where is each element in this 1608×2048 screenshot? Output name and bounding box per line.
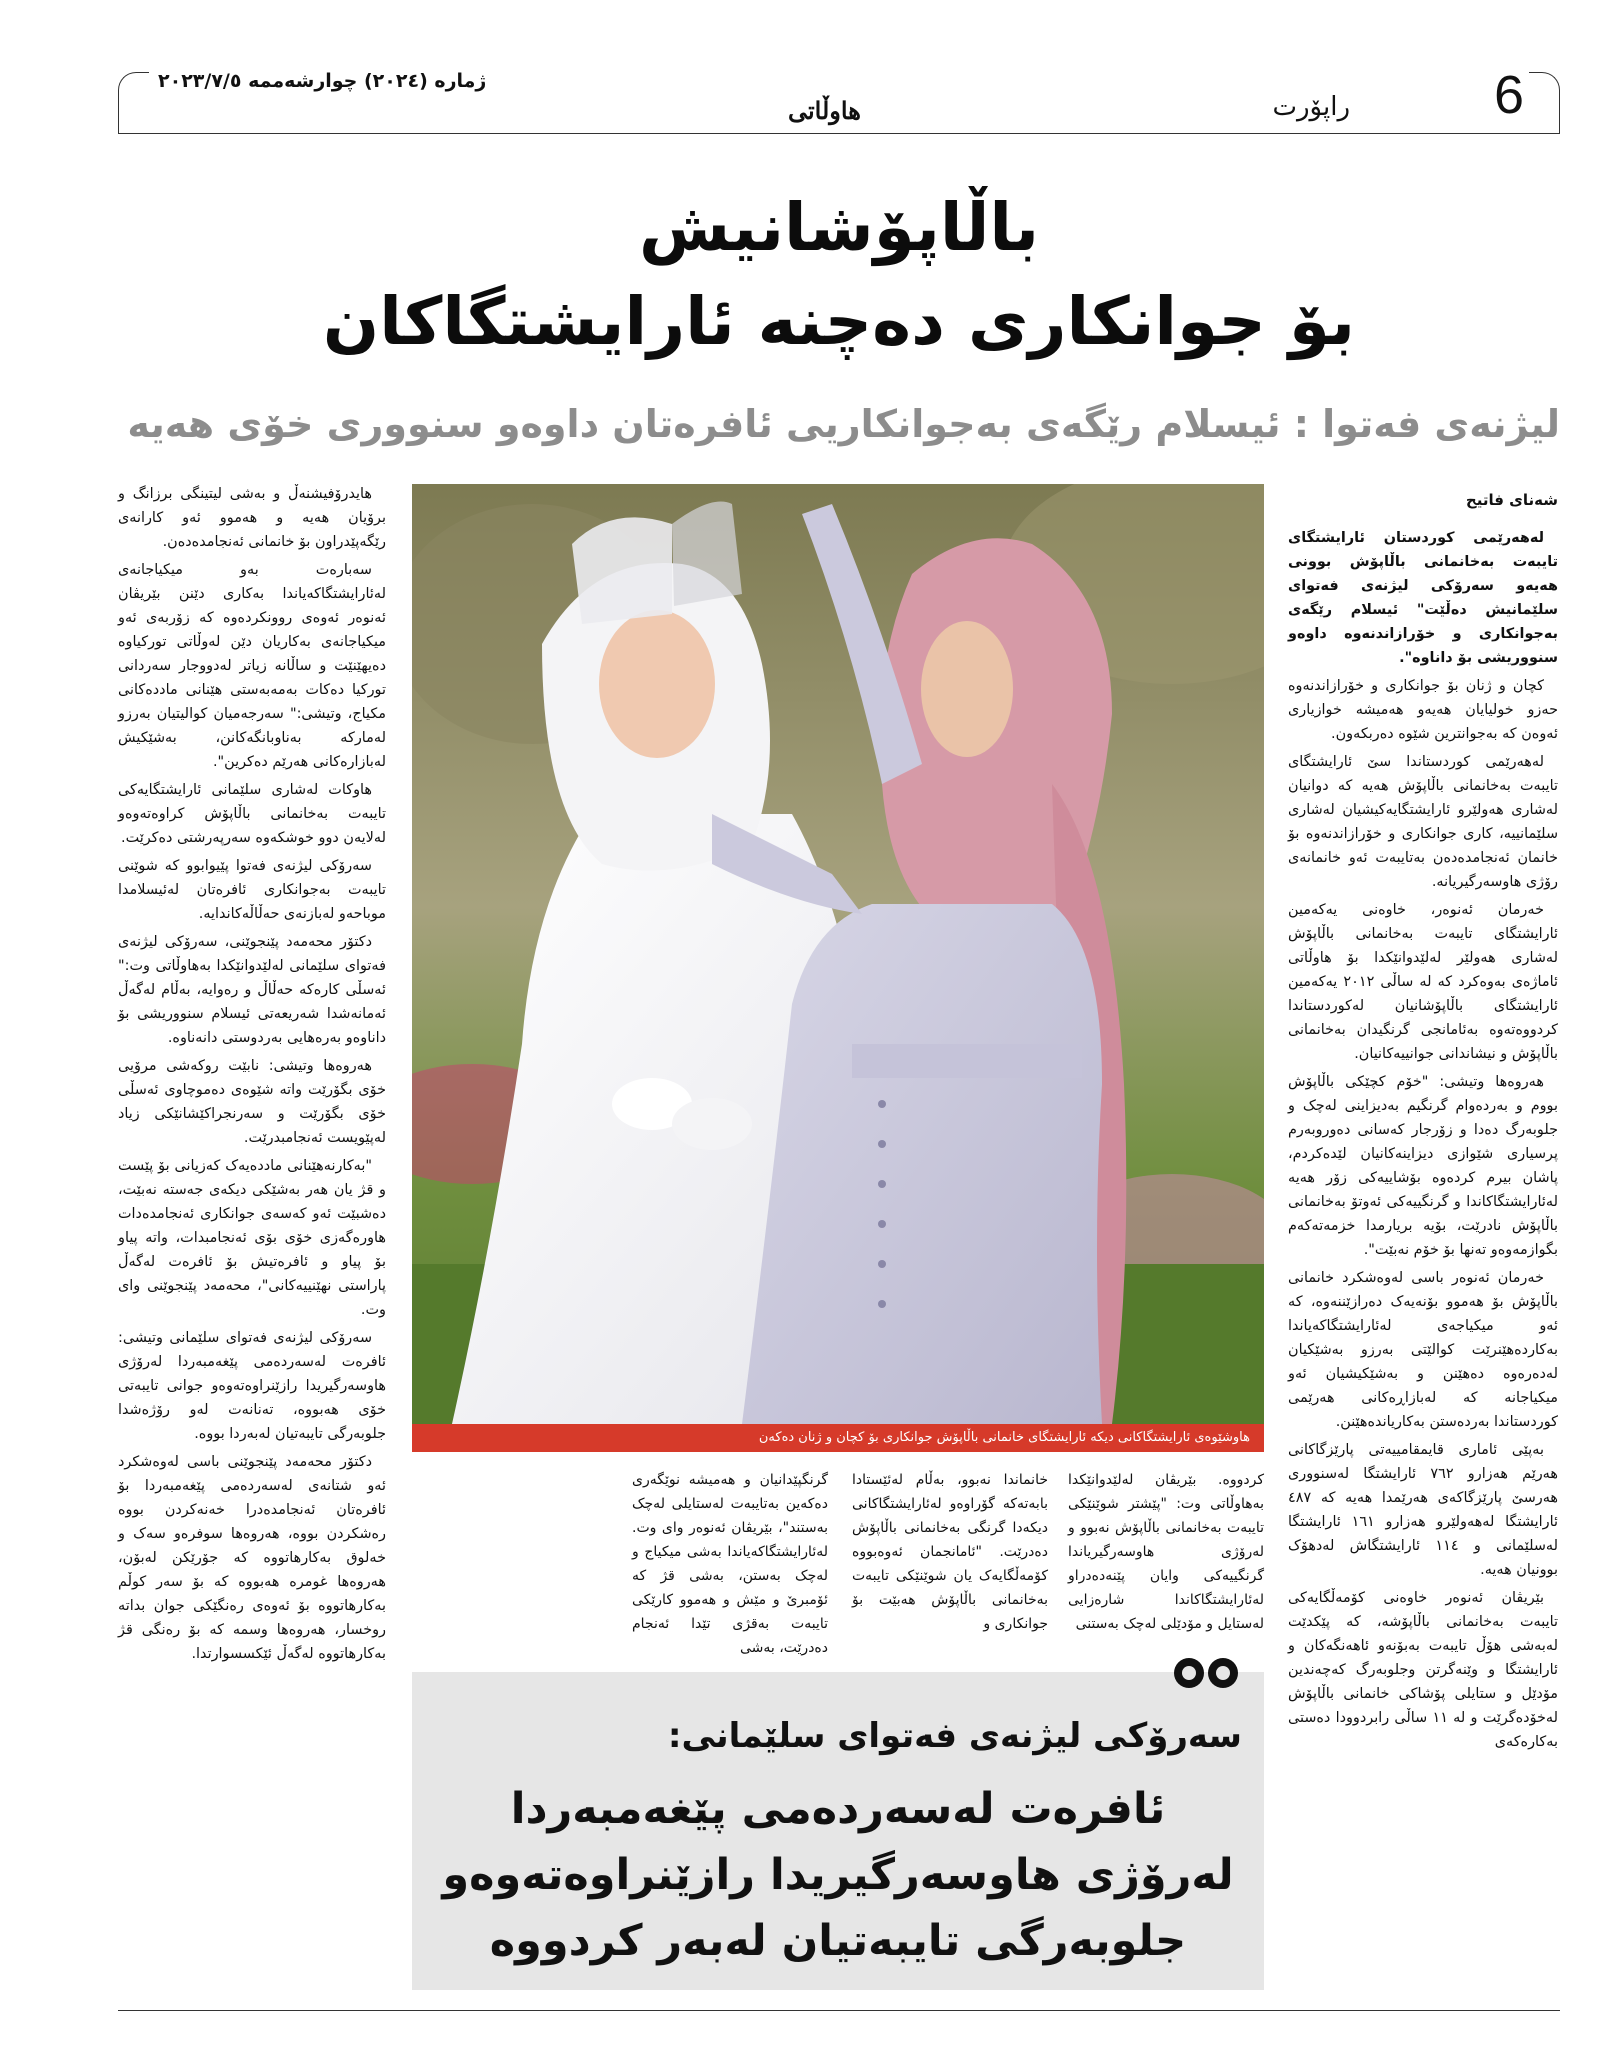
paragraph: لەهەرێمی کوردستاندا سێ ئارایشتگای تایبەت بەخانمانی باڵاپۆش هەیە کە دوانیان لەشاری هەولێرو ئارایشتگایەکیشیان لەشاری سلێمانییە، کاری جوانکاری و خۆرازاندنەوە بۆ خانمان ئەنجامدەدەن بەتایبەت ئەو خانمانەی رۆژی هاوسەرگیریانە.: [1288, 754, 1558, 890]
headline-line-2: بۆ جوانکاری دەچنە ئارایشتگاکان: [322, 283, 1356, 360]
pull-quote-speaker: سەرۆکی لیژنەی فەتوای سلێمانی:: [667, 1716, 1242, 1756]
paragraph: کچان و ژنان بۆ جوانکاری و خۆرازاندنەوە حەزو خولیایان هەیەو هەمیشە خوازیاری ئەوەن کە بەجوانترین شێوە دەربکەون.: [1288, 678, 1558, 742]
paragraph: خانماندا نەبوو، بەڵام لەئێستادا بابەتەکە گۆراوەو لەئارایشتگاکانی دیکەدا گرنگی بەخانمانی باڵاپۆش دەدرێت. "ئامانجمان ئەوەبووە کۆمەڵگایەک یان شوێنێکی تایبەت بەخانمانی باڵاپۆش هەبێت بۆ جوانکاری و: [852, 1472, 1048, 1632]
paragraph: هایدرۆفیشنەڵ و بەشی لیتینگی برزانگ و برۆیان هەیە و هەموو ئەو کارانەی رێگەپێدراون بۆ خانمانی ئەنجامدەدەن.: [118, 486, 386, 550]
article-column-mini-3: [632, 1468, 828, 1660]
pull-quote-text: ئافرەت لەسەردەمی پێغەمبەردا لەرۆژی هاوسەرگیریدا رازێنراوەتەوەو جلوبەرگی تایبەتیان لەبەر کردووە: [442, 1784, 1234, 1966]
page-number: 6: [1493, 65, 1524, 125]
paragraph: گرنگپێدانیان و هەمیشە نوێگەری دەکەین بەتایبەت لەستایلی لەچک بەستند"، بێریڤان ئەنوەر وای وت. لەئارایشتگاکەیاندا بەشی میکیاج و لەچک بەستن، بەشی قژ کە ئۆمبرێ و مێش و هەموو کارێکی تایبەت بەقژی تێدا ئەنجام دەدرێت، بەشی: [632, 1472, 828, 1656]
quote-marks-icon: [1174, 1658, 1240, 1692]
paragraph: بێریڤان ئەنوەر خاوەنی کۆمەڵگایەکی تایبەت بەخانمانی باڵاپۆشە، کە پێکدێت لەبەشی هۆڵ تایبەت بەبۆنەو ئاهەنگەکان و ئارایشتگا و وێنەگرتن وجلوبەرگ کەچەندین مۆدێل و ستایلی پۆشاکی خانمانی باڵاپۆش لەخۆدەگرێت و لە ١١ ساڵی رابردوودا دەستی بەکارەکەی: [1288, 1590, 1559, 1750]
photo-illustration: [412, 484, 1264, 1424]
paragraph: هەروەها وتیشی: "خۆم کچێکی باڵاپۆش بووم و بەردەوام گرنگیم بەدیزاینی لەچک و جلوبەرگ دەدا و زۆرجار کەسانی دەوروبەرم پرسیاری شێوازی دیزاینەکانیان لێدەکردم، پاشان بیرم کردەوە بۆشاییەکی زۆر هەیە لەئارایشتگاکاندا و گرنگییەکی ئەوتۆ بەخانمانی باڵاپۆش نادرێت، بۆیە بریارمدا خزمەتەکەم بگوازمەوەو تەنها بۆ خۆم نەبێت".: [1288, 1074, 1558, 1258]
article-column-right: [1288, 488, 1558, 1758]
article-column-mini-2: [852, 1468, 1048, 1636]
paragraph: سەبارەت بەو میکیاجانەی لەئارایشتگاکەیاندا بەکاری دێنن بێریڤان ئەنوەر ئەوەی روونکردەوە کە زۆربەی ئەو میکیاجانەی بەکاریان دێن لەوڵاتی تورکیاوە دەیهێنێت و ساڵانە زیاتر لەدووجار سەردانی تورکیا دەکات بەمەبەستی هێنانی ماددەکانی مکیاج، وتیشی:" سەرجەمیان کوالیتیان بەرزو لەمارکە بەناوبانگەکانن، بەشێکیش لەبازارەکانی هەرێم دەکرین".: [118, 562, 386, 770]
paragraph: کردووە. بێریڤان لەلێدوانێکدا بەهاوڵاتی وت: "پێشتر شوێنێکی تایبەت بەخانمانی باڵاپۆش نەبوو و لەرۆژی هاوسەرگیریاندا گرنگییەکی وایان پێنەدەدراو لەئارایشتگاکاندا شارەزایی لەستایل و مۆدێلی لەچک بەستنی: [1068, 1472, 1264, 1632]
paragraph: خەرمان ئەنوەر، خاوەنی یەکەمین ئارایشتگای تایبەت بەخانمانی باڵاپۆش لەشاری هەولێر لەلێدوانێکدا بۆ هاوڵاتی ئاماژەی بەوەکرد کە لە ساڵی ٢٠١٢ یەکەمین ئارایشتگای باڵاپۆشانیان لەکوردستاندا کردووەتەوە بەئامانجی گرنگیدان بەخانمانی باڵاپۆش و نیشاندانی جوانییەکانیان.: [1288, 902, 1558, 1062]
paragraph: دکتۆر محەمەد پێنجوێنی باسی لەوەشکرد ئەو شتانەی لەسەردەمی پێغەمبەردا بۆ ئافرەتان ئەنجامدەدرا خەنەکردن بووە رەشکردن بووە، هەروەها سوفرەو سەک و خەلوق بەکارهاتووە کە جۆرێکن لەبۆن، هەروەها غومرە هەبووە کە بۆ سەر کوڵم بەکارهاتووە بۆ ئەوەی رەنگێکی جوان بداتە روخسار، هەروەها وسمە کە بۆ رەنگی قژ بەکارهاتووە لەگەڵ ئێکسسوارتدا.: [118, 1454, 386, 1662]
paragraph: سەرۆکی لیژنەی فەتوای سلێمانی وتیشی: ئافرەت لەسەردەمی پێغەمبەردا لەرۆژی هاوسەرگیریدا رازێنراوەتەوەو جوانی تایبەتی خۆی هەبووە، تەنانەت لەو رۆژەشدا جلوبەرگی تایبەتیان لەبەردا بووە.: [118, 1330, 386, 1442]
lead-paragraph: لەهەرێمی کوردستان ئارایشتگای تایبەت بەخانمانی باڵاپۆش بوونی هەیەو سەرۆکی لیژنەی فەتوای سلێمانیش دەڵێت" ئیسلام رێگەی بەجوانکاری و خۆرازاندنەوە داوەو سنووریشی بۆ داناوە".: [1288, 530, 1558, 666]
section-name: راپۆرت: [1272, 92, 1350, 122]
photo-caption: هاوشێوەی ئارایشتگاکانی دیکە ئارایشتگای خانمانی باڵاپۆش جوانکاری بۆ کچان و ژنان دەکەن: [412, 1424, 1264, 1452]
headline-line-1: باڵاپۆشانیش: [639, 189, 1039, 266]
header-bracket-left: [118, 72, 149, 133]
newspaper-logo: هاوڵاتی: [788, 96, 861, 125]
paragraph: خەرمان ئەنوەر باسی لەوەشکرد خانمانی باڵاپۆش بۆ هەموو بۆنەیەک دەرازێننەوە، کە ئەو میکیاجەی لەئارایشتگاکەیاندا بەکاردەهێنرێت کوالێتی بەرزو بەشێکیان لەدەرەوە دەهێنن و بەشێکیشیان ئەو میکیاجانە کە لەبازاڕەکانی هەرێمی کوردستاندا بەردەستن بەکاریاندەهێنن.: [1288, 1270, 1558, 1430]
paragraph: "بەکارنەهێنانی ماددەیەک کەزیانی بۆ پێست و قژ یان هەر بەشێکی دیکەی جەستە نەبێت، دەشبێت ئەو کەسەی جوانکاری ئەنجامدەدات هاورەگەزی خۆی بۆی ئەنجامبدات، واتە پیاو بۆ پیاو و ئافرەتیش بۆ ئافرەت لەگەڵ پاراستی نهێنییەکانی"، محەمەد پێنجوێنی وای وت.: [118, 1158, 386, 1318]
pull-quote-box: [412, 1672, 1264, 1990]
article-photo: [412, 484, 1264, 1424]
footer-rule: [118, 2010, 1560, 2011]
page-header: [118, 62, 1560, 134]
article-column-left: [118, 482, 386, 1670]
issue-info: ژمارە (٢٠٢٤) چوارشەممە ٢٠٢٣/٧/٥: [158, 70, 487, 92]
paragraph: هەروەها وتیشی: نابێت روکەشی مرۆیی خۆی بگۆرێت واتە شێوەی دەموچاوی ئەسڵی خۆی بگۆرێت و سەرنجراکێشانێکی زیاد لەپێویست ئەنجامبدرێت.: [118, 1058, 386, 1146]
article-column-mini-1: [1068, 1468, 1264, 1636]
header-rule: [118, 133, 1560, 134]
paragraph: سەرۆکی لیژنەی فەتوا پێیوابوو کە شوێنی تایبەت بەجوانکاری ئافرەتان لەئیسلامدا موباحەو لەبازنەی حەڵاڵەکاندایە.: [118, 858, 386, 922]
paragraph: هاوکات لەشاری سلێمانی ئارایشتگایەکی تایبەت بەخانمانی باڵاپۆش کراوەتەوەو لەلایەن دوو خوشکەوە سەرپەرشتی دەکرێت.: [118, 782, 386, 846]
paragraph: بەپێی ئاماری قایمقامییەتی پارێزگاکانی هەرێم هەزارو ٧٦٢ ئارایشتگا لەسنووری هەرسێ پارێزگاکەی هەرێمدا هەیە کە ٤٨٧ ئارایشتگا لەهەولێرو هەزارو ١٦١ ئارایشتگا لەسلێمانی و ١١٤ ئارایشتگاش لەدهۆک بوونیان هەیە.: [1288, 1442, 1558, 1578]
header-bracket-right: [1529, 72, 1560, 133]
byline: شەنای فاتیح: [1465, 491, 1558, 509]
subheadline: لیژنەی فەتوا : ئیسلام رێگەی بەجوانکاریی ئافرەتان داوەو سنووری خۆی هەیە: [127, 402, 1560, 446]
paragraph: دکتۆر محەمەد پێنجوێنی، سەرۆکی لیژنەی فەتوای سلێمانی لەلێدوانێکدا بەهاوڵاتی وت:" ئەسڵی کارەکە حەڵاڵ و رەوایە، بەڵام لەگەڵ ئەمانەشدا شەریعەتی ئیسلام سنووریشی بۆ داناوەو بەرەهایی بەردوستی دانەناوە.: [118, 934, 386, 1046]
